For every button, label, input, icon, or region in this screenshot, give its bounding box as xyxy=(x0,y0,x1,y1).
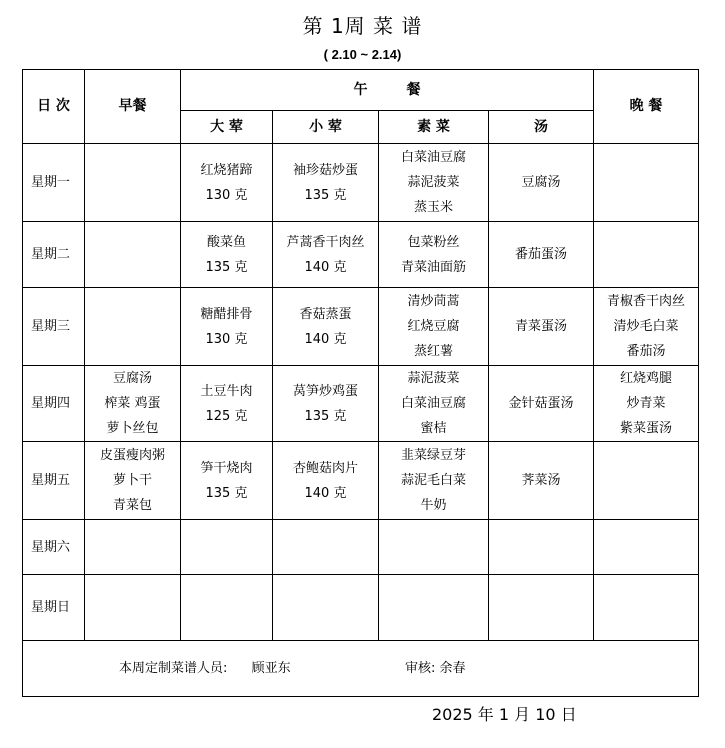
day-cell: 星期日 xyxy=(23,575,85,641)
dish-line: 笋干烧肉 xyxy=(200,460,253,476)
dish-line: 蒸玉米 xyxy=(413,200,453,215)
breakfast-cell xyxy=(85,520,181,575)
table-row xyxy=(23,442,699,520)
dinner-cell xyxy=(594,288,699,366)
day-cell: 星期四 xyxy=(23,366,85,442)
day-cell: 星期二 xyxy=(23,222,85,288)
lunch-main-cell xyxy=(181,520,273,575)
dish-line: 红烧鸡腿 xyxy=(619,371,672,386)
lunch-soup-cell xyxy=(489,442,594,520)
dish-line: 红烧猪蹄 xyxy=(200,162,253,178)
dish-line: 135 克 xyxy=(205,485,248,501)
lunch-soup-cell xyxy=(489,366,594,442)
header-breakfast: 早餐 xyxy=(85,70,181,144)
dish-line: 酸菜鱼 xyxy=(206,234,246,250)
lunch-small-cell xyxy=(273,288,379,366)
dish-line: 包菜粉丝 xyxy=(407,234,460,250)
dish-line: 紫菜蛋汤 xyxy=(619,421,672,436)
dish-line: 炒青菜 xyxy=(626,396,666,411)
maker-name: 顾亚东 xyxy=(251,661,291,676)
dish-line: 红烧豆腐 xyxy=(407,319,460,334)
lunch-small-cell xyxy=(273,442,379,520)
table-row xyxy=(23,222,699,288)
header-dinner: 晚 餐 xyxy=(594,70,699,144)
lunch-small-cell xyxy=(273,520,379,575)
dish-line: 蜜桔 xyxy=(420,421,447,436)
lunch-main-cell xyxy=(181,575,273,641)
dinner-cell xyxy=(594,144,699,222)
dish-line: 135 克 xyxy=(304,187,347,203)
lunch-small-cell xyxy=(273,366,379,442)
lunch-small-cell xyxy=(273,222,379,288)
dinner-cell xyxy=(594,442,699,520)
maker-label: 本周定制菜谱人员: xyxy=(119,661,228,676)
dish-line: 金针菇蛋汤 xyxy=(508,396,574,411)
header-day: 日 次 xyxy=(23,70,85,144)
breakfast-cell xyxy=(85,144,181,222)
dish-line: 袖珍菇炒蛋 xyxy=(292,162,358,178)
menu-table xyxy=(22,69,699,697)
dish-line: 135 克 xyxy=(205,259,248,275)
dish-line: 蒜泥菠菜 xyxy=(407,371,460,386)
lunch-main-cell xyxy=(181,222,273,288)
dish-line: 芦蒿香干肉丝 xyxy=(286,234,365,250)
dish-line: 清炒毛白菜 xyxy=(613,319,679,334)
dinner-cell xyxy=(594,222,699,288)
day-cell: 星期五 xyxy=(23,442,85,520)
lunch-veg-cell xyxy=(379,222,489,288)
dish-line: 青菜油面筋 xyxy=(400,259,466,275)
dish-line: 130 克 xyxy=(205,331,248,347)
lunch-main-cell xyxy=(181,144,273,222)
dish-line: 榨菜 鸡蛋 xyxy=(104,396,161,411)
dinner-cell xyxy=(594,520,699,575)
lunch-veg-cell xyxy=(379,366,489,442)
table-row xyxy=(23,366,699,442)
header-lunch-main: 大 荤 xyxy=(181,111,273,144)
lunch-soup-cell xyxy=(489,144,594,222)
lunch-veg-cell xyxy=(379,288,489,366)
dish-line: 皮蛋瘦肉粥 xyxy=(99,448,165,463)
lunch-veg-cell xyxy=(379,442,489,520)
dish-line: 白菜油豆腐 xyxy=(400,396,466,411)
reviewer-label: 审核: xyxy=(404,661,436,676)
dish-line: 豆腐汤 xyxy=(112,371,152,386)
page-title: 第 1周 菜 谱 xyxy=(302,14,423,38)
dish-line: 萝卜干 xyxy=(112,473,152,488)
dish-line: 白菜油豆腐 xyxy=(400,150,466,165)
dish-line: 韭菜绿豆芽 xyxy=(400,448,466,463)
dinner-cell xyxy=(594,575,699,641)
dish-line: 土豆牛肉 xyxy=(200,383,253,399)
dish-line: 青椒香干肉丝 xyxy=(606,294,685,309)
dish-line: 蒸红薯 xyxy=(413,344,453,359)
lunch-main-cell xyxy=(181,288,273,366)
dish-line: 清炒茼蒿 xyxy=(407,294,460,309)
dish-line: 135 克 xyxy=(304,408,347,424)
table-row xyxy=(23,575,699,641)
day-cell: 星期一 xyxy=(23,144,85,222)
header-lunch-small: 小 荤 xyxy=(273,111,379,144)
lunch-veg-cell xyxy=(379,575,489,641)
lunch-veg-cell xyxy=(379,520,489,575)
dish-line: 糖醋排骨 xyxy=(200,306,253,322)
issue-date: 2025 年 1 月 10 日 xyxy=(432,705,577,724)
lunch-main-cell xyxy=(181,442,273,520)
lunch-soup-cell xyxy=(489,575,594,641)
lunch-small-cell xyxy=(273,575,379,641)
lunch-soup-cell xyxy=(489,520,594,575)
dish-line: 140 克 xyxy=(304,485,347,501)
breakfast-cell xyxy=(85,366,181,442)
date-range: ( 2.10 ~ 2.14) xyxy=(323,47,402,62)
footer-signatures xyxy=(23,641,699,697)
dish-line: 豆腐汤 xyxy=(521,175,561,190)
dish-line: 萝卜丝包 xyxy=(106,421,159,436)
header-lunch-soup: 汤 xyxy=(489,111,594,144)
dish-line: 蒜泥毛白菜 xyxy=(400,473,466,488)
dinner-cell xyxy=(594,366,699,442)
lunch-small-cell xyxy=(273,144,379,222)
breakfast-cell xyxy=(85,222,181,288)
breakfast-cell xyxy=(85,442,181,520)
header-lunch-veg: 素 菜 xyxy=(379,111,489,144)
dish-line: 荠菜汤 xyxy=(521,473,561,488)
dish-line: 香菇蒸蛋 xyxy=(299,306,352,322)
dish-line: 140 克 xyxy=(304,259,347,275)
reviewer-name: 余春 xyxy=(439,661,466,676)
dish-line: 青菜包 xyxy=(112,498,152,513)
dish-line: 青菜蛋汤 xyxy=(514,319,567,334)
dish-line: 130 克 xyxy=(205,187,248,203)
dish-line: 番茄汤 xyxy=(626,344,666,359)
dish-line: 125 克 xyxy=(205,408,248,424)
breakfast-cell xyxy=(85,288,181,366)
header-lunch: 午 餐 xyxy=(181,70,594,111)
dish-line: 牛奶 xyxy=(420,498,447,513)
lunch-main-cell xyxy=(181,366,273,442)
lunch-soup-cell xyxy=(489,288,594,366)
table-row xyxy=(23,144,699,222)
dish-line: 蒜泥菠菜 xyxy=(407,175,460,190)
dish-line: 杏鲍菇肉片 xyxy=(292,460,358,476)
breakfast-cell xyxy=(85,575,181,641)
table-row xyxy=(23,288,699,366)
dish-line: 140 克 xyxy=(304,331,347,347)
lunch-soup-cell xyxy=(489,222,594,288)
dish-line: 番茄蛋汤 xyxy=(514,247,567,262)
day-cell: 星期六 xyxy=(23,520,85,575)
day-cell: 星期三 xyxy=(23,288,85,366)
lunch-veg-cell xyxy=(379,144,489,222)
table-row xyxy=(23,520,699,575)
dish-line: 莴笋炒鸡蛋 xyxy=(292,383,358,399)
